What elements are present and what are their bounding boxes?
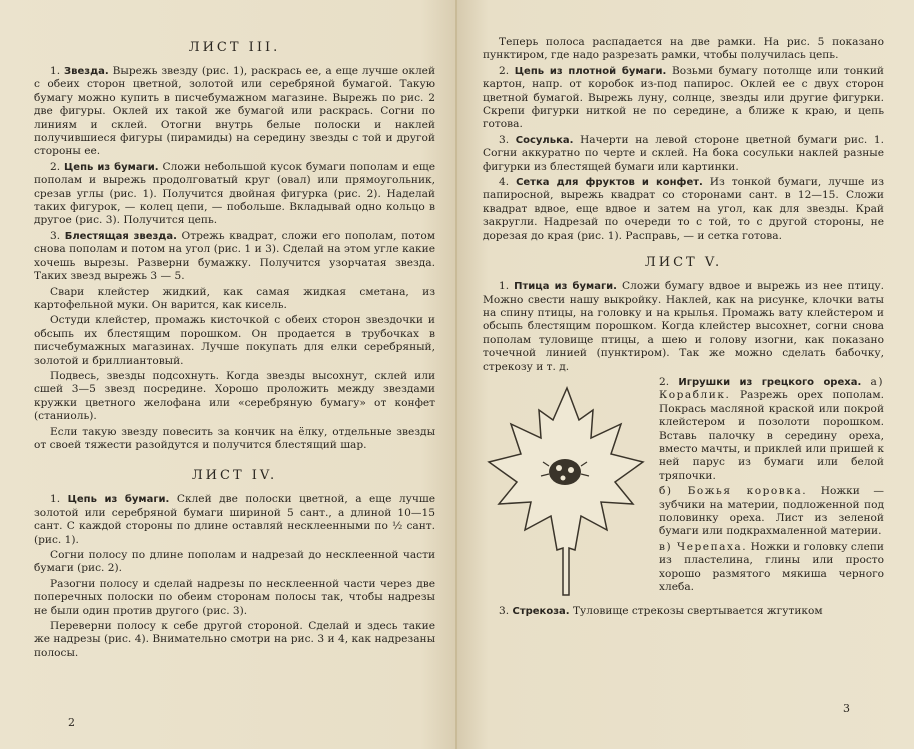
item-title: Птица из бумаги. <box>514 281 617 293</box>
section-heading-list-3: ЛИСТ III. <box>188 40 281 55</box>
page-number: 2 <box>68 716 75 729</box>
paragraph: Остуди клейстер, промажь кисточкой с обеих сторон звездочки и обсыпь их блестящим порошком. Он продается в трубочках в писчебумажных магазинах. Лучше покупать для елки серебряный, золотой и бриллиантовый. <box>34 314 435 367</box>
item-title: Звезда. <box>64 66 109 77</box>
paragraph: 3. Блестящая звезда. Отрежь квадрат, сложи его пополам, потом снова пополам и потом на угол (рис. 1 и 3). Сделай на этом угле какие хочешь вырезы. Разверни бумажку. Получится узорчатая звезда. Таких звезд вырежь 3 — 5. <box>34 229 435 283</box>
leaf-outline <box>489 388 643 595</box>
paragraph: 2. Цепь из бумаги. Сложи небольшой кусок бумаги пополам и еще пополам и вырежь продолговатый круг (овал) или прямоугольник, срезав углы (рис. 1). Получится двойная фигурка (рис. 2). Наделай таких фигурок, — колец цепи, — побольше. Вкладывай одно кольцо в другое (рис. 3). Получится цепь. <box>34 160 435 227</box>
paragraph: Свари клейстер жидкий, как самая жидкая сметана, из картофельной муки. Он варится, как кисель. <box>34 285 435 311</box>
paragraph: 1. Цепь из бумаги. Склей две полоски цветной, а еще лучше золотой или серебряной бумаги шириной 5 сант., а длиной 10—15 сант. С каждой стороны по длине оставляй несклеенными по ½ сант. (рис. 1). <box>34 493 435 546</box>
ladybug-spot <box>568 467 574 473</box>
paragraph: 3. Сосулька. Начерти на левой стороне цветной бумаги рис. 1. Согни аккуратно по черте и склей. На бока сосульки наклей разные фигурки из блестящей бумаги или картинки. <box>483 133 884 173</box>
leaf-illustration <box>483 380 651 605</box>
paragraph: 1. Звезда. Вырежь звезду (рис. 1), раскрась ее, а еще лучше оклей с обеих сторон цветной, золотой или серебряной бумагой. Такую бумагу можно купить в писчебумажном магазине. Вырежь по рис. 2 две фигуры. Оклей их такой же бумагой или раскрась. Согни по линиям и склей. Отогни внутрь белые полоски и наклей получившиеся фигуры (пирамиды) на середину звезды с той и другой стороны ее. <box>34 65 436 158</box>
ladybug-body <box>549 459 581 485</box>
item-title: Стрекоза. <box>512 605 570 617</box>
paragraph: б) Божья коровка. Ножки — зубчики на материи, подложенной под половинку ореха. Лист из зеленой бумаги или подкрахмаленной материи. <box>659 485 884 538</box>
right-page <box>457 0 914 749</box>
paragraph: Если такую звезду повесить за кончик на ёлку, отдельные звезды от своей тяжести разойдутся и получится блестящий шар. <box>34 425 435 451</box>
paragraph: 1. Птица из бумаги. Сложи бумагу вдвое и вырежь из нее птицу. Можно свести нашу выкройку. Наклей, как на рисунке, клочки ваты на спину птицы, на головку и на крылья. Промажь вату клейстером и обсыпь блестящим порошком. Когда клейстер высохнет, согни снова пополам туловище птицы, а шею и голову изогни, как показано точечной линией (пунктиром). Так же можно сделать бабочку, стрекозу и т. д. <box>483 280 884 373</box>
walnut-toys-block <box>483 376 884 605</box>
section-heading-list-4: ЛИСТ IV. <box>191 468 278 484</box>
item-title: Игрушки из грецкого ореха. <box>678 376 862 388</box>
section-heading-list-5: ЛИСТ V. <box>644 255 723 271</box>
paragraph: 2. Игрушки из грецкого ореха. а) Кораблик. Разрежь орех пополам. Покрась масляной краской или покрой клейстером и позолоти порошком. Вставь палочку в середину ореха, вместо мачты, и приклей или пришей к ней парус из бумаги или белой тряпочки. <box>659 375 884 482</box>
item-title: Блестящая звезда. <box>64 230 177 242</box>
item-title: Цепь из бумаги. <box>64 161 159 173</box>
paragraph: Подвесь, звезды подсохнуть. Когда звезды высохнут, склей или сшей 3—5 звезд посредине. Хорошо проложить между звездами кружки цветного желофана или «серебряную бумагу» от конфет (станиоль). <box>34 369 435 423</box>
paragraph: 2. Цепь из плотной бумаги. Возьми бумагу потолще или тонкий картон, напр. от коробок из-под папирос. Оклей ее с двух сторон цветной бумагой. Вырежь луну, солнце, звезды или другие фигурки. Скрепи фигурки ниткой не по середине, а ближе к краю, и цепь готова. <box>483 64 884 131</box>
ladybug-spot <box>556 465 562 471</box>
page-number: 3 <box>843 702 850 715</box>
paragraph: 3. Стрекоза. Туловище стрекозы свертывается жгутиком <box>499 604 823 617</box>
paragraph: Переверни полосу к себе другой стороной. Сделай и здесь такие же надрезы (рис. 4). Внимательно смотри на рис. 3 и 4, как надрезаны полосы. <box>34 620 435 659</box>
item-title: Цепь из плотной бумаги. <box>514 65 667 77</box>
paragraph: Разогни полосу и сделай надрезы по несклеенной части через две поперечных полоски по обеим сторонам полосы так, чтобы надрезы не были один против другого (рис. 3). <box>34 577 435 617</box>
item-title: Цепь из бумаги. <box>67 494 170 506</box>
paragraph: Согни полосу по длине пополам и надрезай до несклеенной части бумаги (рис. 2). <box>34 549 435 575</box>
paragraph: в) Черепаха. Ножки и головку слепи из пластелина, глины или просто хорошо размятого мякиша черного хлеба. <box>659 540 884 594</box>
paragraph: Теперь полоса распадается на две рамки. На рис. 5 показано пунктиром, где надо разрезать рамки, чтобы получилась цепь. <box>483 36 884 62</box>
maple-leaf-ladybug-image <box>483 380 651 605</box>
ladybug-spot <box>561 475 566 480</box>
item-title: Сетка для фруктов и конфет. <box>516 177 703 189</box>
walnut-toys-text <box>659 376 884 605</box>
paragraph: 4. Сетка для фруктов и конфет. Из тонкой бумаги, лучше из папиросной, вырежь квадрат со сторонами сант. в 12—15. Сложи квадрат вдвое, еще вдвое и затем на угол, как для звезды. Край закругли. Надрезай по очереди то с той, то с другой стороны, не дорезая до края (рис. 1). Расправь, — и сетка готова. <box>483 176 885 242</box>
item-title: Сосулька. <box>515 134 574 146</box>
